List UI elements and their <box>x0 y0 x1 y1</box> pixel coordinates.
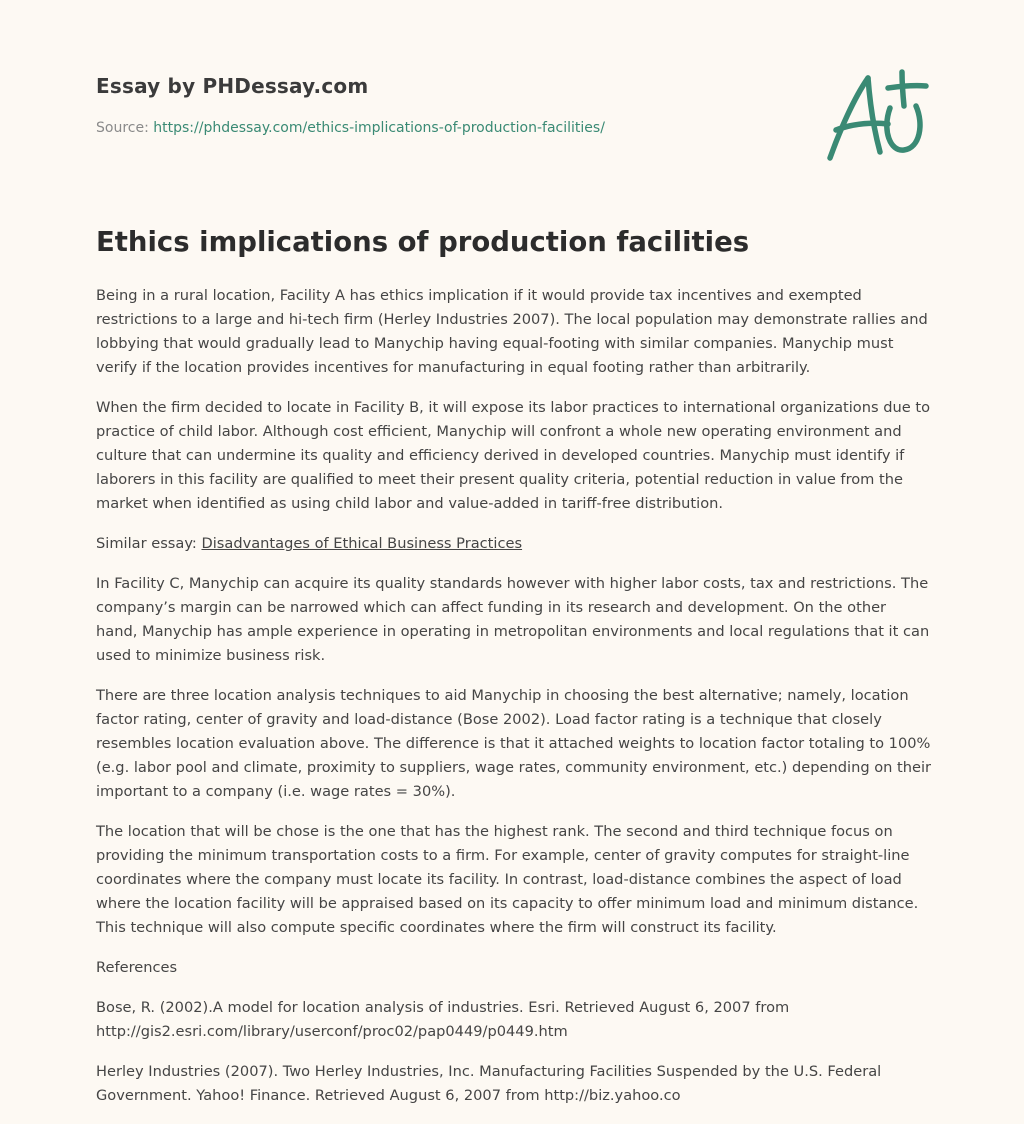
similar-essay <box>96 532 932 556</box>
a-plus-logo-icon <box>818 64 930 168</box>
article-title: Ethics implications of production facilities <box>96 226 750 258</box>
reference-item: Herley Industries (2007). Two Herley Industries, Inc. Manufacturing Facilities Suspended by the U.S. Federal Government. Yahoo! Finance. Retrieved August 6, 2007 from http://biz.yahoo.co <box>96 1063 882 1104</box>
similar-essay-label: Similar essay: <box>96 535 202 552</box>
source-label: Source: <box>96 120 154 136</box>
article-body <box>96 284 932 1124</box>
paragraph: In Facility C, Manychip can acquire its quality standards however with higher labor costs, tax and restrictions. The company’s margin can be narrowed which can affect funding in its research and development. On the other hand, Manychip has ample experience in operating in metropolitan environments and local regulations that it can used to minimize business risk. <box>96 575 930 664</box>
header <box>96 74 605 136</box>
source-line <box>96 120 605 136</box>
paragraph: Being in a rural location, Facility A has ethics implication if it would provide tax incentives and exempted restrictions to a large and hi-tech firm (Herley Industries 2007). The local population may demonstrate rallies and lobbying that would gradually lead to Manychip having equal-footing with similar companies. Manychip must verify if the location provides incentives for manufacturing in equal footing rather than arbitrarily. <box>96 287 928 376</box>
paragraph: When the firm decided to locate in Facility B, it will expose its labor practices to international organizations due to practice of child labor. Although cost efficient, Manychip will confront a whole new operating environment and culture that can undermine its quality and efficiency derived in developed countries. Manychip must identify if laborers in this facility are qualified to meet their present quality criteria, potential reduction in value from the market when identified as using child labor and value-added in tariff-free distribution. <box>96 399 930 512</box>
paragraph: There are three location analysis techniques to aid Manychip in choosing the best alternative; namely, location factor rating, center of gravity and load-distance (Bose 2002). Load factor rating is a technique that closely resembles location evaluation above. The difference is that it attached weights to location factor totaling to 100% (e.g. labor pool and climate, proximity to suppliers, wage rates, community environment, etc.) depending on their important to a company (i.e. wage rates = 30%). <box>96 687 932 800</box>
source-link[interactable]: https://phdessay.com/ethics-implications-of-production-facilities/ <box>153 120 605 136</box>
paragraph: The location that will be chose is the one that has the highest rank. The second and third technique focus on providing the minimum transportation costs to a firm. For example, center of gravity computes for straight-line coordinates where the company must locate its facility. In contrast, load-distance combines the aspect of load where the location facility will be appraised based on its capacity to offer minimum load and minimum distance. This technique will also compute specific coordinates where the firm will construct its facility. <box>96 823 919 936</box>
brand-title: Essay by PHDessay.com <box>96 74 369 98</box>
references-heading: References <box>96 959 178 976</box>
similar-essay-link[interactable]: Disadvantages of Ethical Business Practices <box>201 535 523 552</box>
reference-item: Bose, R. (2002).A model for location analysis of industries. Esri. Retrieved August 6, 2007 from http://gis2.esri.com/library/userconf/proc02/pap0449/p0449.htm <box>96 999 790 1040</box>
